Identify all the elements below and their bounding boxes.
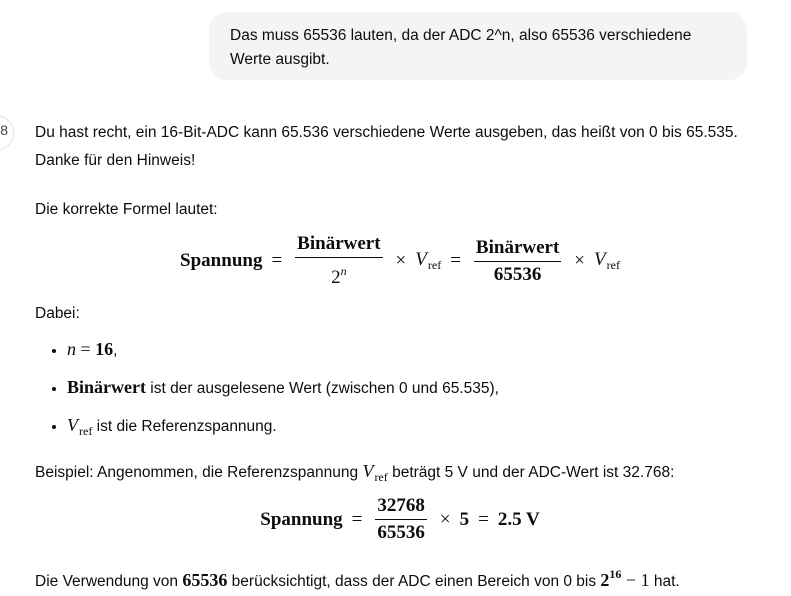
bullet-n-val: 16: [95, 339, 114, 359]
fraction-1-denominator: [329, 258, 349, 288]
formula-vref-2: [594, 249, 620, 273]
example-v-sub: ref: [374, 470, 388, 484]
dabei-section: [35, 300, 765, 328]
assistant-avatar-glyph: 8: [0, 122, 8, 138]
list-item: [67, 407, 765, 449]
bullet-n-eq: =: [80, 339, 91, 359]
list-item: [67, 369, 765, 407]
list-item: [67, 331, 765, 369]
example-formula-times: ×: [439, 508, 451, 530]
closing-suffix: hat.: [649, 573, 680, 590]
vref-1-v: V: [415, 249, 427, 270]
formula-times-2: ×: [574, 250, 586, 271]
fraction-2-denominator: 65536: [493, 263, 542, 285]
user-message-bubble: [209, 12, 747, 80]
example-formula-factor: 5: [459, 508, 470, 530]
example-fraction-numerator: 32768: [375, 496, 427, 520]
formula-times-1: ×: [395, 250, 407, 271]
bullet-vref-v: V: [67, 415, 78, 435]
closing-sentence: [35, 560, 765, 596]
formula-vref-1: [415, 249, 441, 273]
example-v: V: [362, 461, 374, 481]
formula-fraction-2: [474, 238, 561, 285]
fraction-1-numerator: Binärwert: [295, 234, 382, 258]
formula-eq: =: [271, 250, 283, 271]
closing-middle: berücksichtigt, dass der ADC einen Bereich von 0 bis: [227, 573, 601, 590]
bullet-n-comma: ,: [113, 342, 118, 359]
example-fraction-denominator: 65536: [377, 522, 425, 543]
dabei-label: Dabei:: [35, 305, 80, 322]
bullet-binaer-text: ist der ausgelesene Wert (zwischen 0 und 65.535),: [145, 380, 499, 397]
example-suffix: beträgt 5 V und der ADC-Wert ist 32.768:: [387, 464, 675, 481]
formula-fraction-1: [295, 234, 382, 288]
formula-intro: [35, 196, 765, 224]
bullet-list: [35, 331, 765, 449]
assistant-avatar-icon: [0, 115, 14, 151]
formula-intro-text: Die korrekte Formel lautet:: [35, 201, 218, 218]
closing-exp: 16: [609, 567, 622, 581]
den1-base: 2: [331, 267, 341, 288]
closing-minus: − 1: [621, 570, 650, 590]
formula-display: [35, 234, 765, 288]
bullet-vref-text: ist die Referenzspannung.: [92, 418, 277, 435]
closing-prefix: Die Verwendung von: [35, 573, 183, 590]
bullet-vref-sub: ref: [79, 424, 93, 438]
fraction-2-numerator: Binärwert: [474, 238, 561, 262]
bullet-binaer-term: Binärwert: [67, 377, 146, 397]
example-formula-eq: =: [351, 508, 363, 530]
example-prefix: Beispiel: Angenommen, die Referenzspannung: [35, 464, 363, 481]
closing-base: 2: [600, 570, 610, 590]
assistant-intro: [35, 119, 765, 175]
formula-eq-2: =: [450, 250, 461, 271]
vref-1-sub: ref: [427, 258, 442, 272]
closing-number: 65536: [182, 570, 228, 590]
user-message-text: Das muss 65536 lauten, da der ADC 2^n, also 65536 verschiedene Werte ausgibt.: [230, 27, 692, 68]
example-formula-display: [35, 496, 765, 543]
example-formula-eq2: =: [478, 508, 489, 530]
den1-exp: n: [340, 264, 347, 278]
vref-2-v: V: [594, 249, 606, 270]
vref-2-sub: ref: [606, 258, 620, 272]
formula-lhs: Spannung: [180, 250, 263, 271]
bullet-n-var: n: [67, 339, 76, 359]
example-fraction: [375, 496, 427, 543]
example-formula-lhs: Spannung: [260, 508, 343, 530]
example-sentence: [35, 457, 765, 491]
example-formula-result: 2.5 V: [497, 508, 540, 530]
intro-text: Du hast recht, ein 16-Bit-ADC kann 65.536 verschiedene Werte ausgeben, das heißt von 0 bis 65.535. Danke für den Hinweis!: [35, 124, 738, 169]
